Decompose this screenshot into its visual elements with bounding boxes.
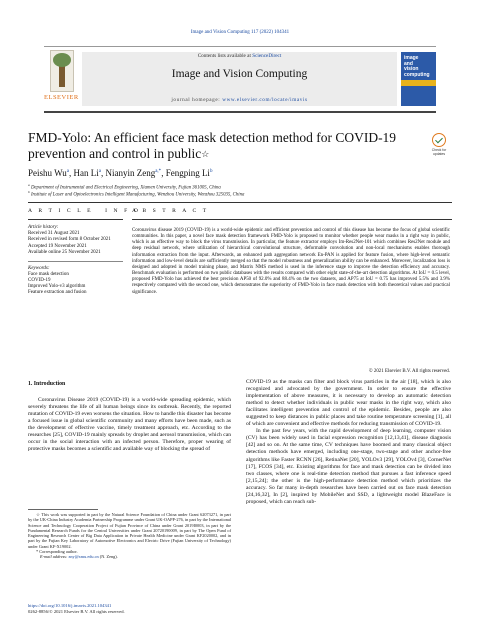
contents-prefix: Contents lists available at — [197, 53, 253, 59]
author-list — [28, 168, 428, 178]
abstract-text: Coronavirus disease 2019 (COVID-19) is a world-wide epidemic and efficient prevention and control of this disease has become the focus of global scientific communities. In this paper, a novel face mask detection framework FMD-Yolo is proposed to monitor whether people wear masks in a right way in public, which is an effective way to block the virus transmission. In particular, the feature extractor employs Im-Res2Net-101 which combines Res2Net module and deep residual network, where utilization of hierarchical convolutional structure, deformable convolution and non-local mechanisms enables thorough information extraction from the input. Afterwards, an enhanced path aggregation network En-PAN is applied for feature fusion, where high-level semantic information and low-level details are sufficiently merged so that the model robustness and generalization ability can be enhanced. Moreover, localization loss is designed and adopted in model training phase, and Matrix NMS method is used in the inference stage to improve the detection efficiency and accuracy. Benchmark evaluation is performed on two public databases with the results compared with other eight state-of-the-art detection algorithms. At IoU = 0.5 level, proposed FMD-Yolo has achieved the best precision AP50 of 92.0% and 88.4% on the two datasets, and AP75 at IoU = 0.75 has improved 5.5% and 3.9% respectively compared with the second one, which demonstrates the superiority of FMD-Yolo in face mask detection with both theoretical values and practical significance. — [132, 228, 450, 295]
contents-line — [82, 53, 397, 59]
funding-footnote — [28, 512, 231, 549]
elsevier-wordmark: ELSEVIER — [44, 94, 79, 101]
journal-cover-image[interactable] — [401, 52, 436, 106]
article-info-divider — [28, 261, 123, 262]
check-updates-text — [427, 149, 451, 157]
cover-title-line: and — [404, 60, 413, 67]
homepage-prefix: journal homepage: — [171, 97, 223, 103]
affiliation-text: Department of Instrumental and Electrical Engineering, Xiamen University, Fujian 361005, China — [30, 185, 221, 191]
cover-title — [404, 56, 434, 78]
keyword: Feature extraction and fusion — [28, 290, 87, 296]
email-link[interactable]: zny@xmu.edu.cn — [68, 554, 99, 560]
title-footnote-mark[interactable]: ☆ — [201, 149, 210, 159]
affiliation-mark: a — [28, 183, 30, 187]
header-top-rule — [44, 46, 436, 47]
body-column-right — [246, 379, 451, 506]
homepage-link[interactable]: www.elsevier.com/locate/imavis — [222, 97, 308, 103]
cover-band — [401, 80, 436, 86]
author-affiliation-mark: b — [209, 169, 213, 174]
cover-title-line: image — [404, 55, 419, 61]
article-info-heading: A R T I C L E I N F O — [28, 208, 141, 214]
email-suffix: (N. Zeng). — [98, 554, 118, 560]
journal-name: Image and Vision Computing — [171, 68, 308, 80]
funding-text: This work was supported in part by the Natural Science Foundation of China under Grant 62073271, in part by the UK-China Industry Academia Partnership Programme under Grant UK-OAPP-276, in part by the International Science and Technology Cooperation Project of Fujian Province of China under Grant 2019I0003, in part by the Fundamental Research Funds for the Central Universities under Grant 20720190009, in part by The Open Fund of Engineering Research Center of Big Data Application in Private Health Medicine under Grant KF2020002, and in part by the Fujian Key Laboratory of Automotive Electronics and Electric Drive (Fujian University of Technology) under Grant KF-X19002. — [28, 512, 231, 549]
body-paragraph: In the past few years, with the rapid development of deep learning, computer vision (CV) has been widely used in facial expression recognition [12,13,41], disease diagnosis [42] and so on. At the same time, CV techniques have boomed and many classical object detection methods have emerged, including one-stage, two-stage and other anchor-free algorithms like Faster RCNN [26], RetinaNet [20], YOLOv3 [29], YOLOv4 [3], CornerNet [17], FCOS [34], etc. Existing algorithms for face and mask detection can be divided into two classes, where one is real-time detection method that pursues a fast inference speed [2,15,24]; the other is the high-performance detection method which prioritizes the accuracy. So far many in-depth researches have been carried out on face mask detection [24,16,32], In [2], inspired by MobileNet and SSD, a lightweight model BlazeFace is proposed, which can reach sub- — [246, 428, 451, 505]
check-updates-line: Check for — [431, 148, 447, 152]
check-for-updates-badge[interactable] — [427, 133, 451, 159]
author-name[interactable]: Fengping Li — [165, 168, 210, 178]
affiliation-mark: b — [28, 190, 30, 194]
author-separator: , — [68, 168, 74, 178]
copyright-notice: © 2021 Elsevier B.V. All rights reserved. — [368, 369, 450, 374]
body-paragraph: Coronavirus Disease 2019 (COVID-19) is a world-wide spreading epidemic, which severely threatens the life of all human beings since its outbreak. Recently, the reported mutation of COVID-19 even worsens the situation. How to handle this disaster has become a focused issue in global scientific community and many efforts have been made, such as the development of effective vaccine, timely treatment approach, etc. According to the researches [25], COVID-19 mainly spreads by droplet and aerosol transmission, which can occur in the social interaction with an infected person. Therefore, proper wearing of protective masks becomes a scientific and available way of blocking the spread of — [28, 397, 231, 453]
article-title-text: FMD-Yolo: An efficient face mask detection method for COVID-19 prevention and control in public — [28, 130, 397, 161]
author-separator: , — [100, 168, 106, 178]
affiliation — [28, 190, 448, 198]
history-item: Received 31 August 2021 — [28, 231, 80, 237]
sciencedirect-link[interactable]: ScienceDirect — [252, 53, 282, 59]
keyword: Improved Yolo-v3 algorithm — [28, 284, 86, 290]
article-info — [28, 225, 123, 297]
header-bottom-rule — [44, 111, 436, 113]
email-label: E-mail address: — [40, 554, 69, 560]
header-banner — [82, 52, 397, 106]
abstract-rule — [132, 219, 452, 220]
article-title — [28, 130, 408, 162]
body-paragraph: COVID-19 as the masks can filter and block virus particles in the air [18], which is also recognized and advocated by the government. In order to ensure the effective implementation of above measures, it is necessary to develop an automatic detection method to detect whether individuals in public wear masks in the right way, which also facilitates intelligent prevention and control of the epidemic. Besides, people are also suggested to keep distances in public places and take routine temperature screening [1], all of which are convenient and effective methods for reducing transmission of COVID-19. — [246, 379, 451, 428]
journal-reference[interactable]: Image and Vision Computing 117 (2022) 104341 — [190, 30, 290, 35]
footnote-rule — [28, 509, 98, 510]
journal-homepage — [82, 97, 397, 103]
article-info-rule — [28, 219, 123, 220]
issn-line: 0262-8856/© 2021 Elsevier B.V. All rights reserved. — [28, 608, 125, 614]
funding-mark: ☆ — [36, 512, 41, 517]
body-column-left — [28, 397, 231, 453]
history-item: Received in revised form 8 October 2021 — [28, 237, 111, 243]
keywords-label: Keywords: — [28, 265, 50, 271]
elsevier-logo[interactable] — [44, 50, 78, 106]
doi-block — [28, 603, 248, 615]
cover-title-line: vision — [404, 66, 419, 72]
history-item: Available online 25 November 2021 — [28, 249, 101, 255]
corresponding-text: Corresponding author. — [39, 549, 78, 555]
check-updates-line: updates — [432, 151, 446, 156]
footnotes — [28, 512, 231, 560]
author-name[interactable]: Nianyin Zeng — [105, 168, 156, 178]
elsevier-tree-icon — [50, 50, 74, 92]
keyword: Face mask detection — [28, 271, 69, 277]
author-affiliation-mark: a — [98, 169, 101, 174]
history-item: Accepted 19 November 2021 — [28, 243, 87, 249]
corresponding-mark: * — [36, 549, 39, 555]
author-separator: , — [161, 168, 166, 178]
author-affiliation-mark: a — [66, 169, 69, 174]
author-name[interactable]: Han Li — [73, 168, 99, 178]
section-rule — [28, 202, 452, 203]
abstract-heading: A B S T R A C T — [132, 208, 209, 214]
cover-title-line: computing — [404, 71, 430, 78]
affiliation-text: Institute of Laser and Optoelectronics Intelligent Manufacturing, Wenzhou University, Wenzhou 325035, China — [30, 192, 245, 198]
author-affiliation-mark: a,* — [155, 169, 162, 174]
history-label: Article history: — [28, 225, 59, 230]
doi-link[interactable]: https://doi.org/10.1016/j.imavis.2021.104341 — [28, 603, 112, 608]
email-footnote — [28, 554, 231, 559]
journal-header — [44, 46, 436, 112]
keyword: COVID-19 — [28, 277, 51, 283]
check-updates-icon — [432, 133, 446, 147]
author-name[interactable]: Peishu Wu — [28, 168, 67, 178]
section-heading: 1. Introduction — [28, 381, 66, 387]
